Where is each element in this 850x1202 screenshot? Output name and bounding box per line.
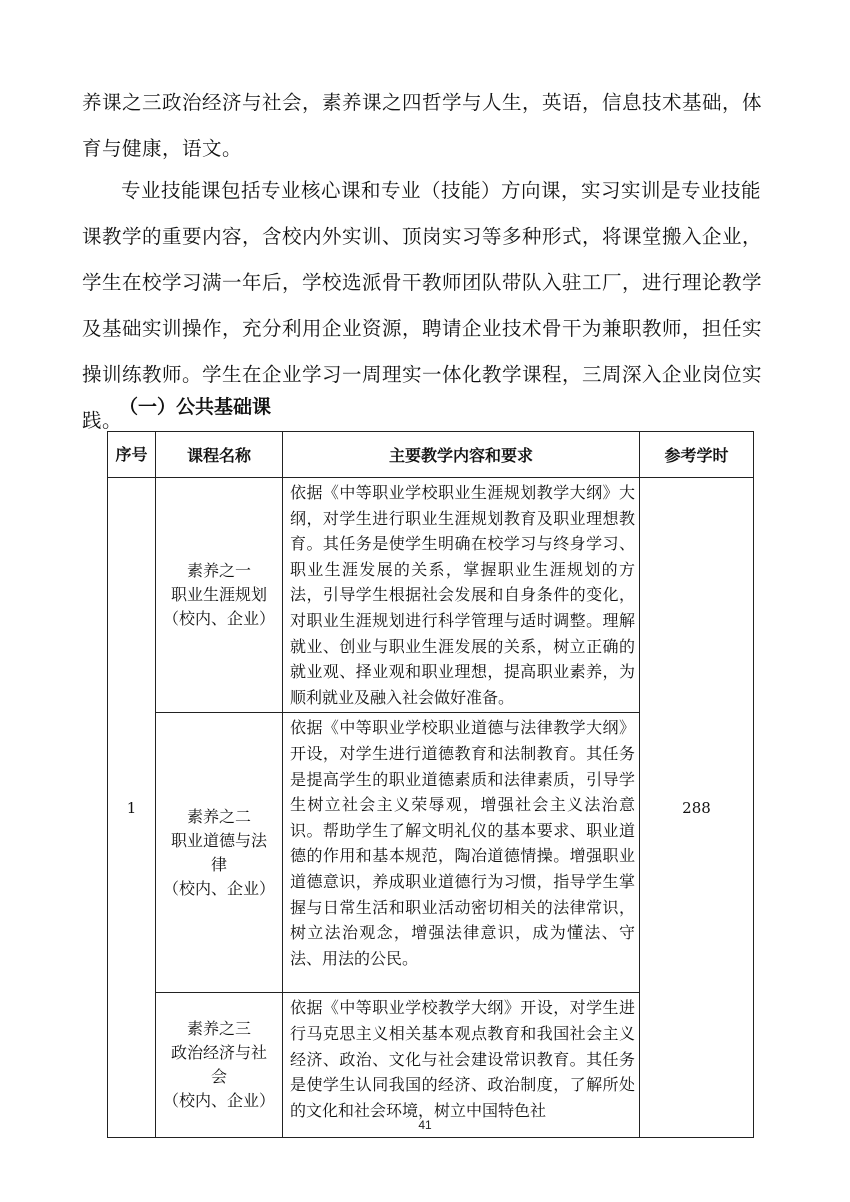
hours-cell: 288 (640, 478, 754, 1138)
course-name-line: 职业生涯规划 (170, 585, 267, 605)
course-table (107, 431, 754, 1138)
course-content-cell: 依据《中等职业学校职业生涯规划教学大纲》大纲，对学生进行职业生涯规划教育及职业理想教育。其任务是使学生明确在校学习与终身学习、职业生涯发展的关系，掌握职业生涯规划的方法，引导学生根据社会发展和自身条件的变化，对职业生涯规划进行科学管理与适时调整。理解就业、创业与职业生涯发展的关系，树立正确的就业观、择业观和职业理想，提高职业素养，为顺利就业及融入社会做好准备。 (283, 478, 640, 713)
paragraph-1: 养课之三政治经济与社会，素养课之四哲学与人生，英语，信息技术基础，体育与健康，语文。 (82, 91, 763, 160)
course-name-line: （校内、企业） (162, 609, 275, 629)
page-number: 41 (418, 1118, 432, 1132)
course-name-line: （校内、企业） (162, 878, 275, 898)
table-header-row (108, 432, 754, 478)
course-name-cell (156, 713, 283, 993)
header-course-name: 课程名称 (156, 432, 283, 478)
course-content-cell: 依据《中等职业学校教学大纲》开设，对学生进行马克思主义相关基本观点教育和我国社会主义经济、政治、文化与社会建设常识教育。其任务是使学生认同我国的经济、政治制度，了解所处的文化和社会环境，树立中国特色社 (283, 993, 640, 1138)
header-seq: 序号 (108, 432, 156, 478)
section-title: （一）公共基础课 (119, 396, 272, 418)
course-name-line: 素养之三 (186, 1019, 251, 1039)
seq-cell: 1 (108, 478, 156, 1138)
table-row (108, 478, 754, 713)
course-name-line: （校内、企业） (162, 1091, 275, 1111)
course-name-line: 素养之二 (186, 806, 251, 826)
paragraph-2: 专业技能课包括专业核心课和专业（技能）方向课，实习实训是专业技能课教学的重要内容，含校内外实训、顶岗实习等多种形式，将课堂搬入企业，学生在校学习满一年后，学校选派骨干教师团队带队入驻工厂，进行理论教学及基础实训操作，充分利用企业资源，聘请企业技术骨干为兼职教师，担任实操训练教师。学生在企业学习一周理实一体化教学课程，三周深入企业岗位实践。 (82, 179, 763, 432)
course-name-line: 职业道德与法 (170, 830, 267, 850)
course-name-line: 政治经济与社 (170, 1043, 267, 1063)
course-name-line: 会 (210, 1067, 227, 1087)
course-name-cell (156, 993, 283, 1138)
course-content-cell: 依据《中等职业学校职业道德与法律教学大纲》开设，对学生进行道德教育和法制教育。其任务是提高学生的职业道德素质和法律素质，引导学生树立社会主义荣辱观，增强社会主义法治意识。帮助学生了解文明礼仪的基本要求、职业道德的作用和基本规范，陶冶道德情操。增强职业道德意识，养成职业道德行为习惯，指导学生掌握与日常生活和职业活动密切相关的法律常识，树立法治观念，增强法律意识，成为懂法、守法、用法的公民。 (283, 713, 640, 993)
header-hours: 参考学时 (640, 432, 754, 478)
header-content: 主要教学内容和要求 (283, 432, 640, 478)
course-name-line: 素养之一 (186, 561, 251, 581)
course-name-line: 律 (210, 854, 227, 874)
course-name-cell (156, 478, 283, 713)
